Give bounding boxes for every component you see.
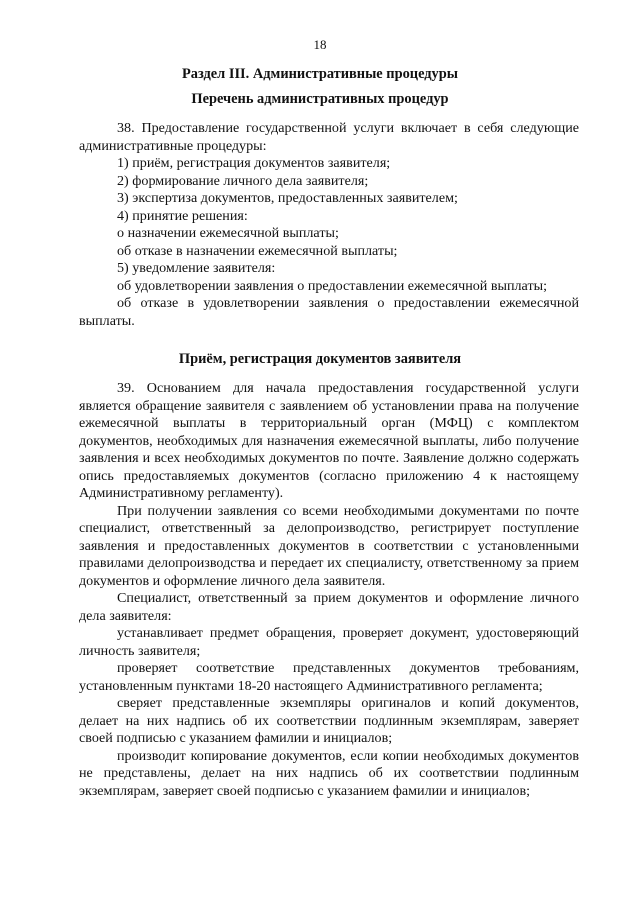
list-item: 4) принятие решения: <box>117 207 248 224</box>
paragraph: проверяет соответствие представленных документов требованиям, установленным пунктами 18-20 настоящего Административного регламента; <box>79 660 579 694</box>
list-item: об отказе в назначении ежемесячной выплаты; <box>117 242 398 259</box>
list-item: о назначении ежемесячной выплаты; <box>117 225 339 241</box>
list-item: 3) экспертиза документов, предоставленных заявителем; <box>117 190 458 206</box>
paragraph: При получении заявления со всеми необходимыми документами по почте специалист, ответственный за делопроизводство, регистрирует поступление заявления и предоставленных документов в соответствии с установленными правилами делопроизводства и передает их специалисту, ответственному за прием документов и оформление личного дела заявителя. <box>79 502 579 589</box>
procedures-list <box>79 120 579 330</box>
paragraph-39: 39. Основанием для начала предоставления государственной услуги является обращение заявителя с заявлением об установлении права на получение ежемесячной выплаты в территориальный орган (МФЦ) с комплектом документов, необходимых для назначения ежемесячной выплаты, либо получение заявления и всех необходимых документов по почте. Заявление должно содержать опись предоставляемых документов (согласно приложению 4 к настоящему Административному регламенту). <box>79 380 579 501</box>
page-number: 18 <box>313 37 327 52</box>
paragraph: сверяет представленные экземпляры оригиналов и копий документов, делает на них надпись об их соответствии подлинным экземплярам, заверяет своей подписью с указанием фамилии и инициалов; <box>79 695 579 746</box>
list-title: Перечень административных процедур <box>191 91 449 107</box>
paragraph: производит копирование документов, если копии необходимых документов не представлены, делает на них надпись об их соответствии подлинным экземплярам, заверяет своей подписью с указанием фамилии и инициалов; <box>79 747 579 799</box>
list-item: 2) формирование личного дела заявителя; <box>117 172 369 189</box>
list-item: 1) приём, регистрация документов заявителя; <box>117 155 391 171</box>
list-item: об удовлетворении заявления о предоставлении ежемесячной выплаты; <box>117 277 547 294</box>
paragraph: Специалист, ответственный за прием документов и оформление личного дела заявителя: <box>79 590 579 624</box>
paragraph: устанавливает предмет обращения, проверяет документ, удостоверяющий личность заявителя; <box>79 625 579 659</box>
subheading: Приём, регистрация документов заявителя <box>178 351 462 367</box>
section-title: Раздел III. Административные процедуры <box>182 66 458 82</box>
list-item: 5) уведомление заявителя: <box>117 260 276 276</box>
reception-section <box>79 380 579 800</box>
list-item-last: об отказе в удовлетворении заявления о предоставлении ежемесячной выплаты. <box>79 295 579 329</box>
paragraph-38-intro: 38. Предоставление государственной услуги включает в себя следующие административные процедуры: <box>79 120 579 154</box>
